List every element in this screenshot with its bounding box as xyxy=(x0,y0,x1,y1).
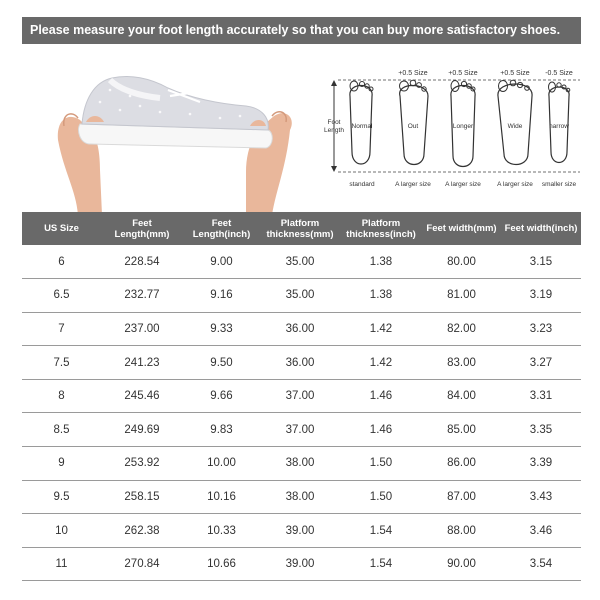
table-cell: 1.50 xyxy=(340,480,422,514)
table-cell: 3.46 xyxy=(501,514,581,548)
table-cell: 80.00 xyxy=(422,245,501,279)
table-cell: 1.54 xyxy=(340,514,422,548)
table-cell: 9.16 xyxy=(183,279,260,313)
column-header xyxy=(260,212,340,245)
table-cell: 237.00 xyxy=(101,312,183,346)
column-header xyxy=(183,212,260,245)
column-header-line-2: thickness(inch) xyxy=(346,228,416,240)
table-cell: 39.00 xyxy=(260,514,340,548)
foot-length-label-2: Length xyxy=(324,127,344,134)
column-header-line-1: Feet xyxy=(211,217,232,229)
column-header-line-2: Length(inch) xyxy=(192,228,251,240)
table-cell: 1.38 xyxy=(340,279,422,313)
table-row xyxy=(22,480,581,514)
table-cell: 8.5 xyxy=(22,413,101,447)
table-body xyxy=(22,245,581,581)
column-header xyxy=(422,212,501,245)
table-cell: 3.27 xyxy=(501,346,581,380)
column-header-line-1: Platform xyxy=(361,217,401,229)
table-cell: 3.19 xyxy=(501,279,581,313)
table-cell: 270.84 xyxy=(101,547,183,581)
table-cell: 9.5 xyxy=(22,480,101,514)
table-row xyxy=(22,312,581,346)
table-cell: 1.46 xyxy=(340,379,422,413)
table-cell: 88.00 xyxy=(422,514,501,548)
foot-size-guide xyxy=(318,62,586,194)
foot-length-label-1: Foot xyxy=(327,119,341,126)
table-cell: 10 xyxy=(22,514,101,548)
table-row xyxy=(22,346,581,380)
table-cell: 38.00 xyxy=(260,447,340,481)
page-banner: Please measure your foot length accurately so that you can buy more satisfactory shoes. xyxy=(22,17,581,44)
table-cell: 85.00 xyxy=(422,413,501,447)
table-header-row xyxy=(22,212,581,245)
table-cell: 3.15 xyxy=(501,245,581,279)
table-cell: 1.54 xyxy=(340,547,422,581)
svg-text:A larger size: A larger size xyxy=(497,181,533,188)
table-cell: 249.69 xyxy=(101,413,183,447)
table-cell: 1.46 xyxy=(340,413,422,447)
svg-text:-0.5 Size: -0.5 Size xyxy=(545,70,573,77)
table-cell: 37.00 xyxy=(260,379,340,413)
foot-wide xyxy=(497,70,533,188)
table-cell: 232.77 xyxy=(101,279,183,313)
table-cell: 1.50 xyxy=(340,447,422,481)
column-header xyxy=(101,212,183,245)
table-cell: 36.00 xyxy=(260,312,340,346)
table-cell: 7 xyxy=(22,312,101,346)
table-cell: 1.38 xyxy=(340,245,422,279)
table-cell: 83.00 xyxy=(422,346,501,380)
svg-text:smaller size: smaller size xyxy=(541,181,577,188)
table-cell: 1.42 xyxy=(340,312,422,346)
table-cell: 241.23 xyxy=(101,346,183,380)
table-cell: 82.00 xyxy=(422,312,501,346)
foot-out xyxy=(395,70,431,188)
table-cell: 84.00 xyxy=(422,379,501,413)
column-header xyxy=(22,212,101,245)
column-header-line-1: Feet width(mm) xyxy=(426,223,497,234)
table-cell: 81.00 xyxy=(422,279,501,313)
table-row xyxy=(22,547,581,581)
table-cell: 253.92 xyxy=(101,447,183,481)
table-cell: 37.00 xyxy=(260,413,340,447)
svg-text:+0.5 Size: +0.5 Size xyxy=(448,70,478,77)
table-cell: 228.54 xyxy=(101,245,183,279)
svg-text:narrow: narrow xyxy=(549,123,569,130)
column-header-line-1: Feet xyxy=(132,217,152,229)
table-row xyxy=(22,279,581,313)
table-cell: 1.42 xyxy=(340,346,422,380)
svg-text:Longer: Longer xyxy=(452,123,474,130)
foot-narrow xyxy=(542,70,577,188)
column-header-line-1: US Size xyxy=(44,223,79,234)
table-cell: 8 xyxy=(22,379,101,413)
table-cell: 9.66 xyxy=(183,379,260,413)
table-row xyxy=(22,379,581,413)
table-cell: 258.15 xyxy=(101,480,183,514)
table-cell: 86.00 xyxy=(422,447,501,481)
table-cell: 3.39 xyxy=(501,447,581,481)
table-cell: 6 xyxy=(22,245,101,279)
table-cell: 245.46 xyxy=(101,379,183,413)
table-row xyxy=(22,447,581,481)
table-row xyxy=(22,514,581,548)
column-header-line-2: thickness(mm) xyxy=(266,228,334,240)
table-cell: 10.66 xyxy=(183,547,260,581)
size-chart-table xyxy=(22,212,581,581)
table-cell: 262.38 xyxy=(101,514,183,548)
svg-text:standard: standard xyxy=(349,181,375,188)
table-cell: 3.31 xyxy=(501,379,581,413)
table-cell: 39.00 xyxy=(260,547,340,581)
table-cell: 3.23 xyxy=(501,312,581,346)
column-header-line-1: Feet width(inch) xyxy=(504,223,578,234)
column-header xyxy=(501,212,581,245)
svg-text:Normal: Normal xyxy=(351,123,373,130)
svg-text:+0.5 Size: +0.5 Size xyxy=(500,70,530,77)
table-cell: 3.35 xyxy=(501,413,581,447)
svg-text:+0.5 Size: +0.5 Size xyxy=(398,70,428,77)
table-cell: 87.00 xyxy=(422,480,501,514)
svg-text:A larger size: A larger size xyxy=(395,181,431,188)
column-header-line-1: Platform xyxy=(280,217,320,229)
foot-longer xyxy=(445,70,481,188)
table-cell: 10.33 xyxy=(183,514,260,548)
sneaker-photo xyxy=(50,60,300,215)
table-cell: 9.00 xyxy=(183,245,260,279)
svg-text:Wide: Wide xyxy=(507,123,523,130)
table-cell: 36.00 xyxy=(260,346,340,380)
table-cell: 10.16 xyxy=(183,480,260,514)
table-cell: 9.83 xyxy=(183,413,260,447)
table-cell: 9.33 xyxy=(183,312,260,346)
table-cell: 3.43 xyxy=(501,480,581,514)
table-cell: 11 xyxy=(22,547,101,581)
table-cell: 35.00 xyxy=(260,279,340,313)
column-header xyxy=(340,212,422,245)
svg-text:Out: Out xyxy=(407,123,419,130)
svg-text:A larger size: A larger size xyxy=(445,181,481,188)
table-cell: 9.50 xyxy=(183,346,260,380)
table-cell: 9 xyxy=(22,447,101,481)
table-cell: 3.54 xyxy=(501,547,581,581)
table-cell: 38.00 xyxy=(260,480,340,514)
table-row xyxy=(22,245,581,279)
table-cell: 10.00 xyxy=(183,447,260,481)
table-cell: 90.00 xyxy=(422,547,501,581)
table-cell: 7.5 xyxy=(22,346,101,380)
table-cell: 6.5 xyxy=(22,279,101,313)
table-row xyxy=(22,413,581,447)
column-header-line-2: Length(mm) xyxy=(114,228,170,240)
table-cell: 35.00 xyxy=(260,245,340,279)
